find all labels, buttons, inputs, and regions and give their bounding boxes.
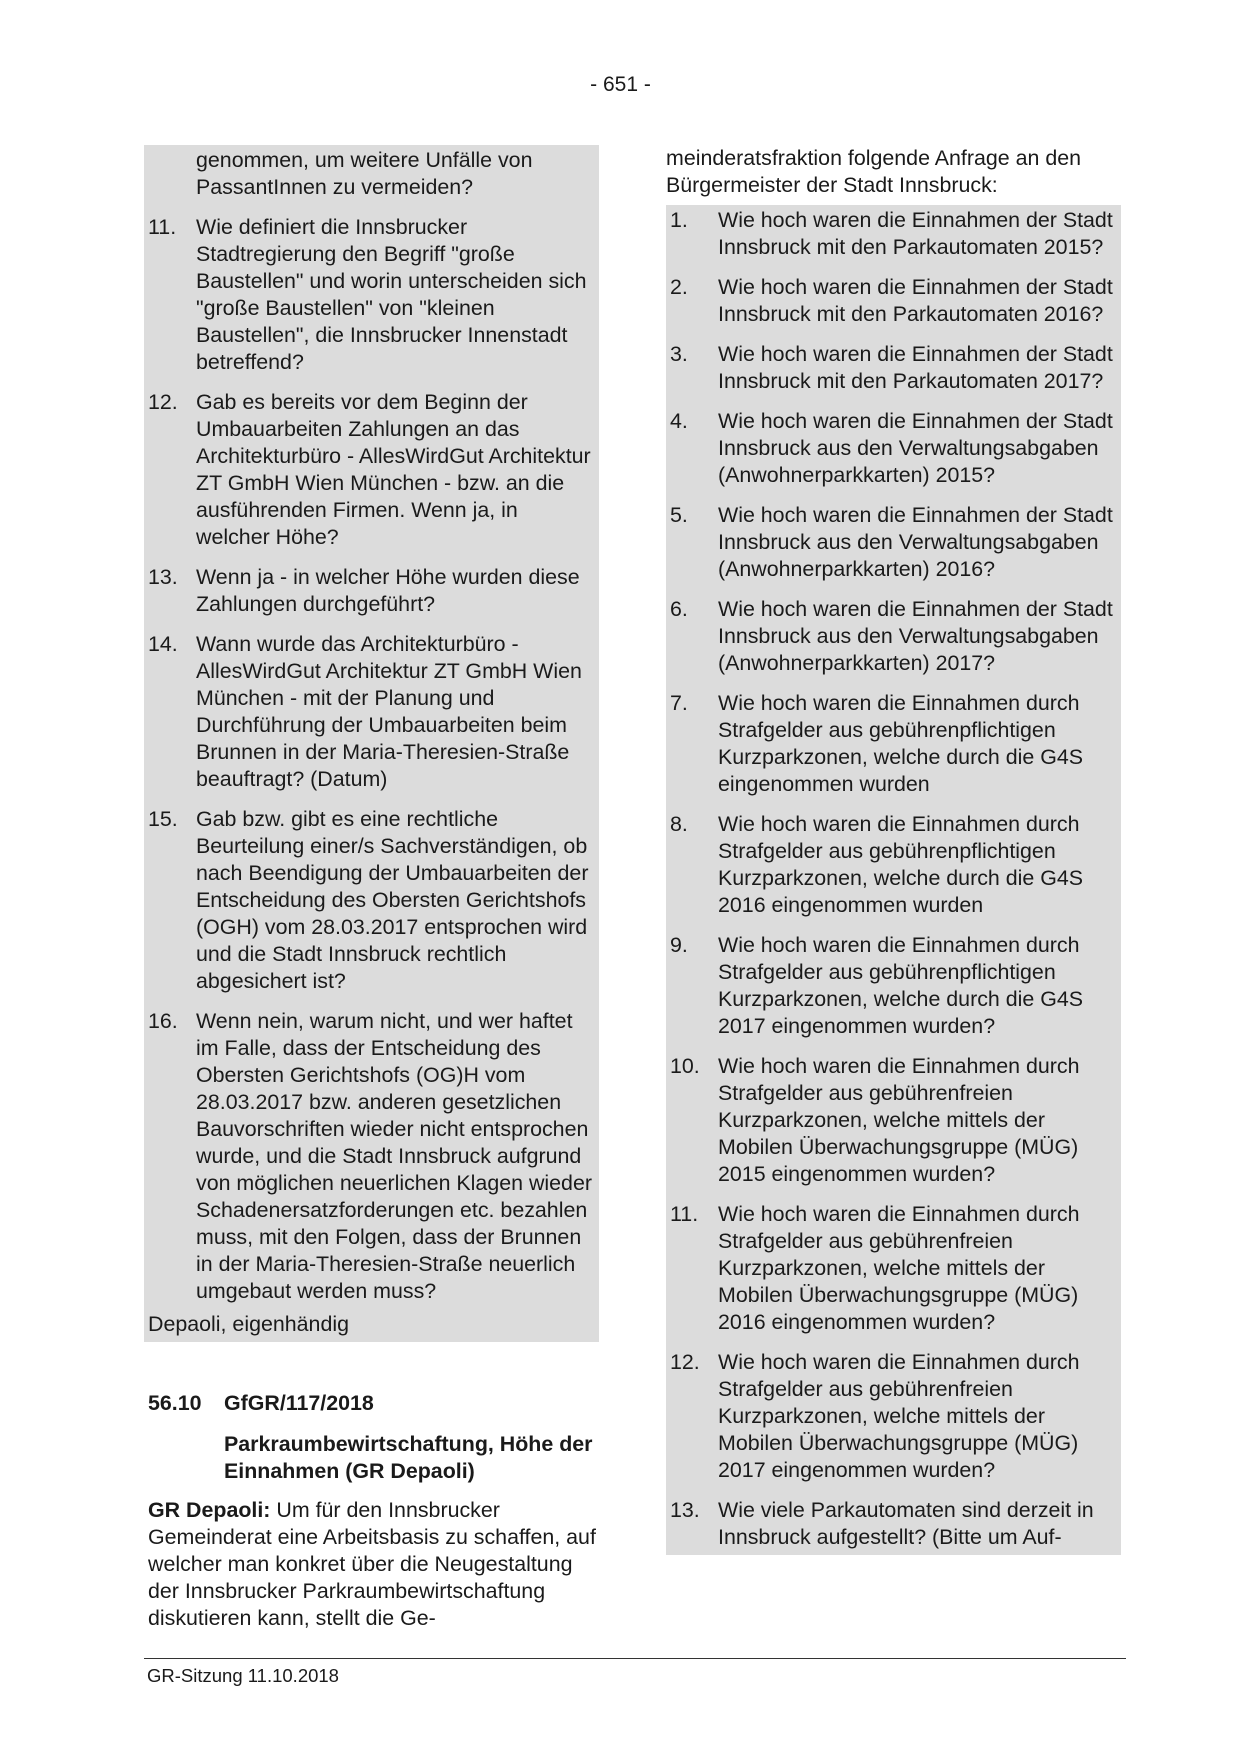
- question-continuation: genommen, um weitere Unfälle von PassantInnen zu vermeiden?: [196, 148, 533, 199]
- question-text: Wie hoch waren die Einnahmen der Stadt Innsbruck mit den Parkautomaten 2015?: [718, 208, 1113, 259]
- list-item: [670, 1349, 1121, 1484]
- left-question-list: [148, 214, 599, 1305]
- footer-divider: [144, 1658, 1126, 1659]
- question-number: 1.: [670, 208, 688, 232]
- question-text: Wie hoch waren die Einnahmen durch Strafgelder aus gebührenfreien Kurzparkzonen, welche mittels der Mobilen Überwachungsgruppe (MÜG) 2015 eingenommen wurden?: [718, 1054, 1080, 1186]
- question-text: Wenn ja - in welcher Höhe wurden diese Zahlungen durchgeführt?: [196, 565, 580, 616]
- question-number: 10.: [670, 1054, 700, 1078]
- question-number: 13.: [148, 565, 178, 589]
- question-number: 13.: [670, 1498, 700, 1522]
- list-item: [670, 1201, 1121, 1336]
- agenda-section: [144, 1390, 599, 1632]
- list-item: [670, 1053, 1121, 1188]
- question-number: 11.: [670, 1202, 699, 1226]
- question-number: 15.: [148, 807, 178, 831]
- right-question-block: [666, 205, 1121, 1555]
- question-text: Wie hoch waren die Einnahmen der Stadt Innsbruck mit den Parkautomaten 2017?: [718, 342, 1113, 393]
- left-column: [144, 145, 599, 1632]
- list-item: [670, 274, 1121, 328]
- list-item: [670, 690, 1121, 798]
- inquiry-intro: meinderatsfraktion folgende Anfrage an den Bürgermeister der Stadt Innsbruck:: [666, 146, 1082, 197]
- question-number: 2.: [670, 275, 688, 299]
- question-text: Wie hoch waren die Einnahmen der Stadt Innsbruck aus den Verwaltungsabgaben (Anwohnerparkkarten) 2015?: [718, 409, 1113, 487]
- question-text: Wie definiert die Innsbrucker Stadtregierung den Begriff "große Baustellen" und worin unterscheiden sich "große Baustellen" von "kleinen Baustellen", die Innsbrucker Innenstadt betreffend?: [196, 215, 587, 374]
- list-item: [148, 806, 599, 995]
- question-text: Wie hoch waren die Einnahmen der Stadt Innsbruck aus den Verwaltungsabgaben (Anwohnerparkkarten) 2016?: [718, 503, 1113, 581]
- list-item: [670, 1497, 1121, 1551]
- question-number: 11.: [148, 215, 177, 239]
- list-item: [670, 932, 1121, 1040]
- list-item: [148, 631, 599, 793]
- list-item: [148, 1008, 599, 1305]
- list-item: [670, 408, 1121, 489]
- question-text: Wie viele Parkautomaten sind derzeit in Innsbruck aufgestellt? (Bitte um Auf-: [718, 1498, 1094, 1549]
- speaker-name: GR Depaoli:: [148, 1498, 271, 1522]
- left-question-block: [144, 145, 599, 1342]
- list-item: [670, 341, 1121, 395]
- question-text: Wie hoch waren die Einnahmen durch Strafgelder aus gebührenpflichtigen Kurzparkzonen, welche durch die G4S eingenommen wurden: [718, 691, 1084, 796]
- right-question-list: [670, 207, 1121, 1551]
- section-number: 56.10: [148, 1391, 202, 1415]
- list-item: [670, 811, 1121, 919]
- question-text: Gab bzw. gibt es eine rechtliche Beurteilung einer/s Sachverständigen, ob nach Beendigung der Umbauarbeiten der Entscheidung des Obersten Gerichtshofs (OGH) vom 28.03.2017 entsprochen wird und die Stadt Innsbruck rechtlich abgesichert ist?: [196, 807, 589, 993]
- question-number: 7.: [670, 691, 688, 715]
- section-body: [148, 1497, 599, 1632]
- question-number: 12.: [670, 1350, 700, 1374]
- question-number: 12.: [148, 390, 178, 414]
- question-text: Wenn nein, warum nicht, und wer haftet im Falle, dass der Entscheidung des Obersten Gerichtshofs (OG)H vom 28.03.2017 bzw. anderen gesetzlichen Bauvorschriften wieder nicht entsprochen wurde, und die Stadt Innsbruck aufgrund von möglichen neuerlichen Klagen wieder Schadenersatzforderungen etc. bezahlen muss, mit den Folgen, dass der Brunnen in der Maria-Theresien-Straße neuerlich umgebaut werden muss?: [196, 1009, 592, 1303]
- page-number: - 651 -: [590, 73, 651, 96]
- footer-session-label: GR-Sitzung 11.10.2018: [147, 1665, 339, 1686]
- list-item: [148, 564, 599, 618]
- list-item: [670, 502, 1121, 583]
- section-code: GfGR/117/2018: [224, 1391, 374, 1415]
- question-text: Wie hoch waren die Einnahmen der Stadt Innsbruck mit den Parkautomaten 2016?: [718, 275, 1113, 326]
- question-text: Wann wurde das Architekturbüro - AllesWirdGut Architektur ZT GmbH Wien München - mit der Planung und Durchführung der Umbauarbeiten beim Brunnen in der Maria-Theresien-Straße beauftragt? (Datum): [196, 632, 582, 791]
- section-heading: [148, 1390, 599, 1417]
- question-number: 16.: [148, 1009, 178, 1033]
- question-number: 8.: [670, 812, 688, 836]
- question-text: Wie hoch waren die Einnahmen durch Strafgelder aus gebührenpflichtigen Kurzparkzonen, welche durch die G4S 2016 eingenommen wurden: [718, 812, 1084, 917]
- question-number: 9.: [670, 933, 688, 957]
- question-number: 6.: [670, 597, 688, 621]
- list-item: [670, 596, 1121, 677]
- question-text: Wie hoch waren die Einnahmen der Stadt Innsbruck aus den Verwaltungsabgaben (Anwohnerparkkarten) 2017?: [718, 597, 1113, 675]
- question-text: Gab es bereits vor dem Beginn der Umbauarbeiten Zahlungen an das Architekturbüro - AllesWirdGut Architektur ZT GmbH Wien München - bzw. an die ausführenden Firmen. Wenn ja, in welcher Höhe?: [196, 390, 591, 549]
- question-number: 14.: [148, 632, 178, 656]
- question-number: 4.: [670, 409, 688, 433]
- question-text: Wie hoch waren die Einnahmen durch Strafgelder aus gebührenfreien Kurzparkzonen, welche mittels der Mobilen Überwachungsgruppe (MÜG) 2017 eingenommen wurden?: [718, 1350, 1080, 1482]
- list-item: [148, 214, 599, 376]
- signature: Depaoli, eigenhändig: [148, 1312, 349, 1336]
- right-column: [666, 145, 1121, 1555]
- section-body-text: Um für den Innsbrucker Gemeinderat eine Arbeitsbasis zu schaffen, auf welcher man konkret über die Neugestaltung der Innsbrucker Parkraumbewirtschaftung diskutieren kann, stellt die Ge-: [148, 1498, 596, 1630]
- list-item: [670, 207, 1121, 261]
- question-number: 5.: [670, 503, 688, 527]
- question-text: Wie hoch waren die Einnahmen durch Strafgelder aus gebührenfreien Kurzparkzonen, welche mittels der Mobilen Überwachungsgruppe (MÜG) 2016 eingenommen wurden?: [718, 1202, 1080, 1334]
- question-text: Wie hoch waren die Einnahmen durch Strafgelder aus gebührenpflichtigen Kurzparkzonen, welche durch die G4S 2017 eingenommen wurden?: [718, 933, 1084, 1038]
- list-item: [148, 389, 599, 551]
- question-number: 3.: [670, 342, 688, 366]
- section-title: Parkraumbewirtschaftung, Höhe der Einnahmen (GR Depaoli): [224, 1432, 593, 1483]
